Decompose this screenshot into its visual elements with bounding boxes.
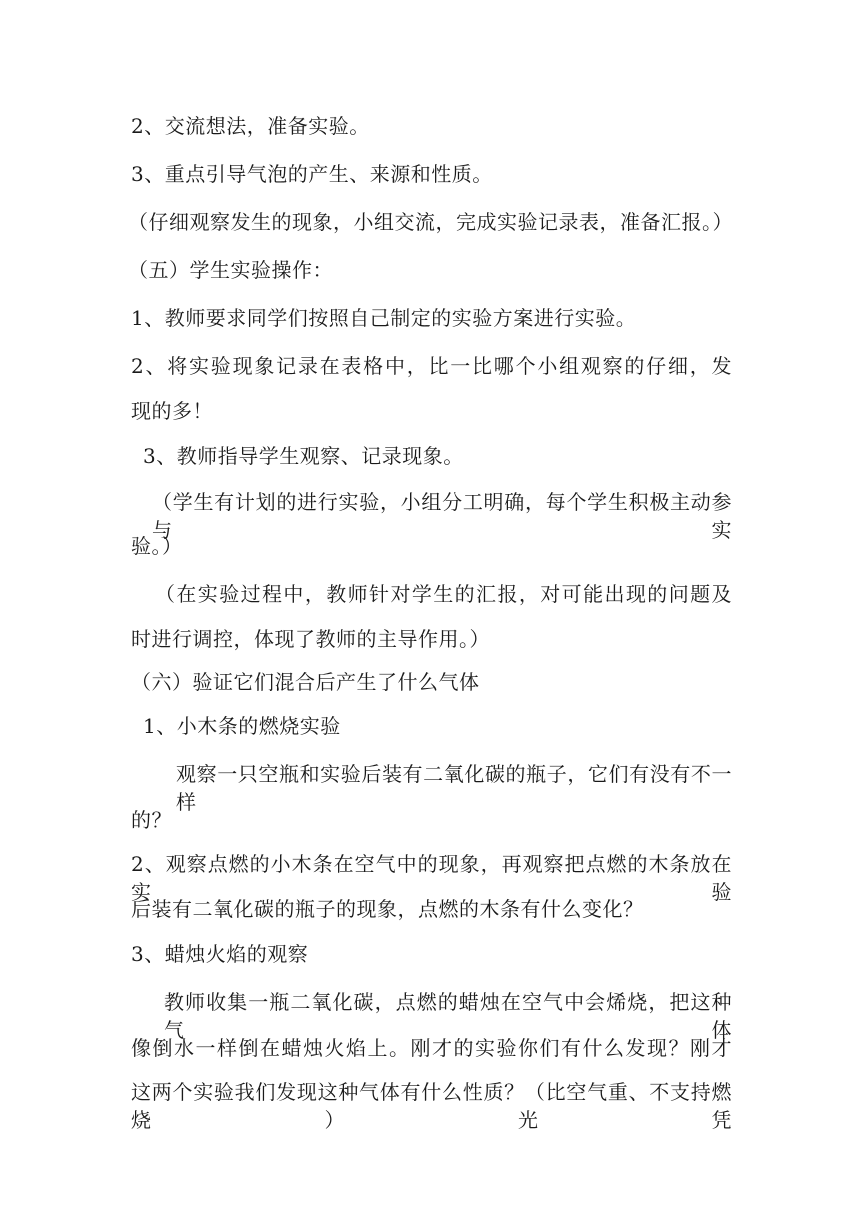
text-line: （学生有计划的进行实验，小组分工明确，每个学生积极主动参与实 <box>152 490 732 542</box>
text-line: 1、小木条的燃烧实验 <box>143 714 341 738</box>
text-line: 观察一只空瓶和实验后装有二氧化碳的瓶子，它们有没有不一样 <box>176 762 732 814</box>
text-line: 2、观察点燃的小木条在空气中的现象，再观察把点燃的木条放在实验 <box>131 852 732 904</box>
text-line: 2、将实验现象记录在表格中，比一比哪个小组观察的仔细，发 <box>131 354 732 378</box>
text-line: 现的多！ <box>131 399 213 423</box>
text-line: 时进行调控，体现了教师的主导作用。） <box>131 627 490 651</box>
section-heading: （五）学生实验操作： <box>128 258 333 282</box>
text-line: 3、蜡烛火焰的观察 <box>131 942 309 966</box>
text-line: 这两个实验我们发现这种气体有什么性质？（比空气重、不支持燃烧）光凭 <box>131 1080 732 1132</box>
text-line: 后装有二氧化碳的瓶子的现象，点燃的木条有什么变化？ <box>131 897 644 921</box>
section-heading: （六）验证它们混合后产生了什么气体 <box>131 670 480 694</box>
text-line: 1、教师要求同学们按照自己制定的实验方案进行实验。 <box>131 306 637 330</box>
text-line: （仔细观察发生的现象，小组交流，完成实验记录表，准备汇报。） <box>128 210 733 234</box>
text-line: （在实验过程中，教师针对学生的汇报，对可能出现的问题及 <box>155 582 732 606</box>
text-line: 3、教师指导学生观察、记录现象。 <box>143 444 464 468</box>
text-line: 教师收集一瓶二氧化碳，点燃的蜡烛在空气中会烯烧，把这种气体 <box>164 990 732 1042</box>
text-line: 像倒水一样倒在蜡烛火焰上。刚才的实验你们有什么发现？刚才 <box>131 1036 732 1060</box>
text-line: 2、交流想法，准备实验。 <box>131 114 370 138</box>
text-line: 的？ <box>131 808 172 832</box>
text-line: 验。） <box>131 534 183 558</box>
text-line: 3、重点引导气泡的产生、来源和性质。 <box>131 162 493 186</box>
